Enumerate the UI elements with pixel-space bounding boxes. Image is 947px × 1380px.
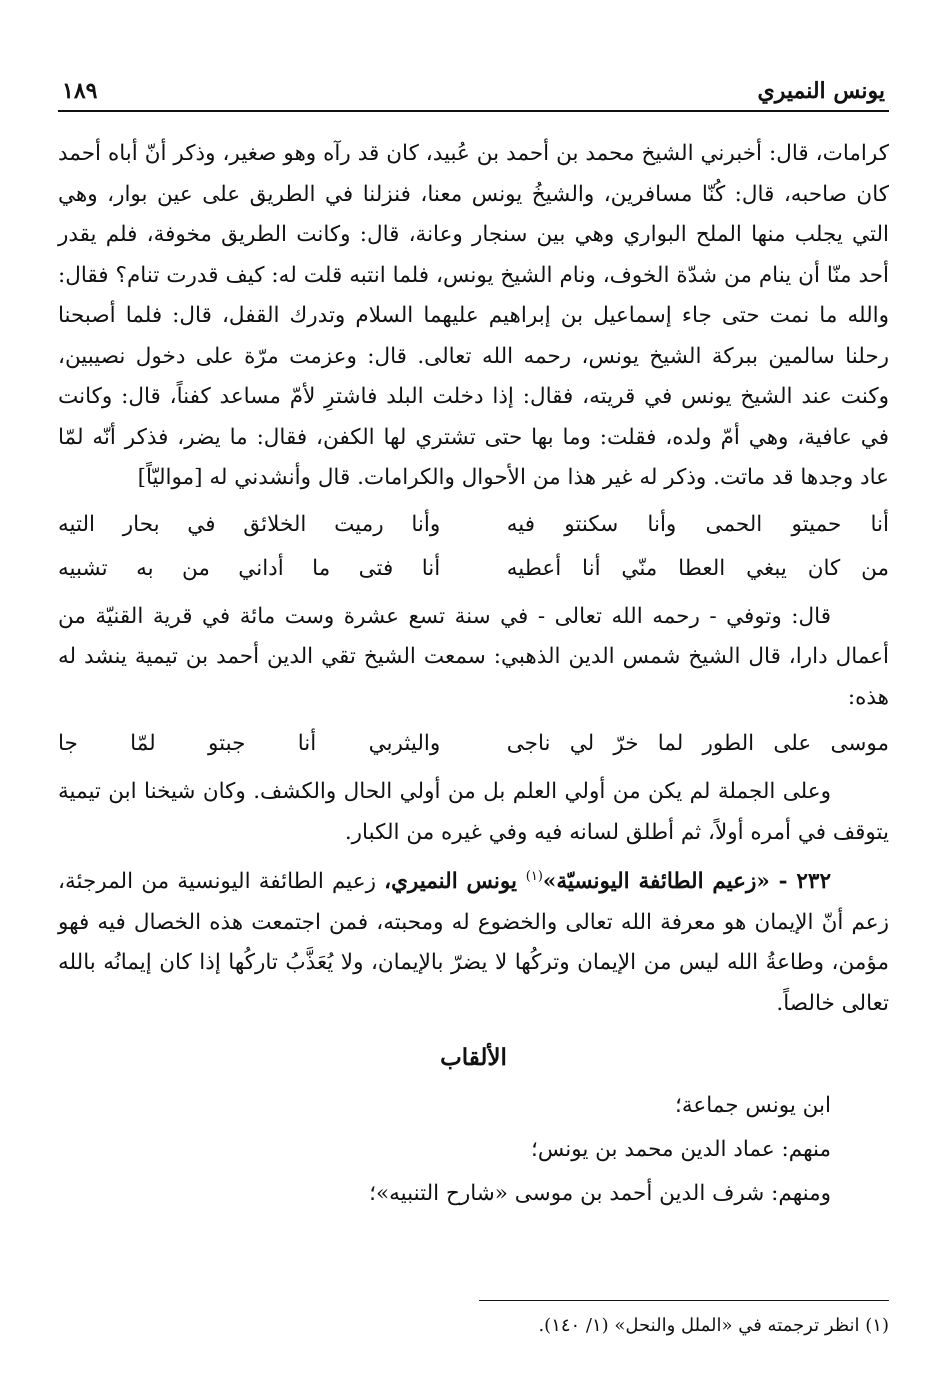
section-title: الألقاب [440, 1044, 507, 1072]
verse-line [58, 503, 889, 547]
main-text [58, 134, 889, 1216]
page-number: ١٨٩ [62, 78, 98, 104]
entry-text: زعيم الطائفة اليونسية من المرجئة، زعم أنّ الإيمان هو معرفة الله تعالى والخضوع له ومحبته، فمن اجتمعت هذه الخصال فيه فهو مؤمن، وطاعةُ الله ليس من الإيمان وتركُها لا يضرّ بالإيمان، ولا يُعَذَّبُ تاركُها إذا كان إيمانُه بالله تعالى خالصاً. [58, 869, 889, 1016]
verse-first-hemistich: أنا حميتو الحمى وأنا سكنتو فيه [506, 511, 889, 537]
verse-first-hemistich: من كان يبغي العطا منّي أنا أعطيه [506, 555, 889, 581]
verse-line [58, 547, 889, 591]
verse-block-1 [58, 503, 889, 591]
footnote-divider [479, 1300, 889, 1301]
footnote-marker: (١) [525, 869, 543, 884]
verse-second-hemistich: وأنا رميت الخلائق في بحار التيه [58, 511, 441, 537]
list-item: ابن يونس جماعة؛ [675, 1093, 831, 1119]
verse-second-hemistich: أنا فتى ما أداني من به تشبيه [58, 555, 441, 581]
list-item: ومنهم: شرف الدين أحمد بن موسى «شارح التنبيه»؛ [369, 1181, 831, 1207]
entry-name: يونس النميري، [384, 869, 526, 895]
entry-232 [58, 857, 889, 1024]
verse-block-2 [58, 722, 889, 766]
paragraph-1: كرامات، قال: أخبرني الشيخ محمد بن أحمد بن عُبيد، كان قد رآه وهو صغير، وذكر أنّ أباه أحمد كان صاحبه، قال: كُنّا مسافرين، والشيخُ يونس معنا، فنزلنا في الطريق على عين بوار، وهي التي يجلب منها الملح البواري وهي بين سنجار وعانة، قال: وكانت الطريق مخوفة، فلم يقدر أحد منّا أن ينام من شدّة الخوف، ونام الشيخ يونس، فلما انتبه قلت له: كيف قدرت تنام؟ فقال: والله ما نمت حتى جاء إسماعيل بن إبراهيم عليهما السلام وتدرك القفل، قال: فلما أصبحنا رحلنا سالمين ببركة الشيخ يونس، رحمه الله تعالى. قال: وعزمت مرّة على دخول نصيبين، وكنت عند الشيخ يونس في قريته، فقال: إذا دخلت البلد فاشترِ لأمّ مساعد كفناً، قال: وكانت في عافية، وهي أمّ ولده، فقلت: وما بها حتى تشتري لها الكفن، فقال: ما يضر، فذكر أنّه لمّا عاد وجدها قد ماتت. وذكر له غير هذا من الأحوال والكرامات. قال وأنشدني له [مواليّاً] [58, 141, 889, 490]
running-header [58, 78, 889, 112]
paragraph-2: قال: وتوفي - رحمه الله تعالى - في سنة تسع عشرة وست مائة في قرية القنيّة من أعمال دارا، قال الشيخ شمس الدين الذهبي: سمعت الشيخ تقي الدين أحمد بن تيمية ينشد له هذه: [58, 603, 889, 710]
verse-line [58, 722, 889, 766]
running-title: يونس النميري [757, 78, 885, 104]
footnote: (١) انظر ترجمته في «الملل والنحل» (١/ ١٤٠). [538, 1315, 889, 1336]
paragraph-3: وعلى الجملة لم يكن من أولي العلم بل من أولي الحال والكشف. وكان شيخنا ابن تيمية يتوقف في أمره أولاً، ثم أطلق لسانه فيه وفي غيره من الكبار. [58, 779, 889, 845]
verse-first-hemistich: موسى على الطور لما خرّ لي ناجى [506, 731, 889, 756]
entry-heading: ٢٣٢ - «زعيم الطائفة اليونسيّة» [542, 869, 831, 895]
list-item: منهم: عماد الدين محمد بن يونس؛ [531, 1137, 831, 1163]
verse-second-hemistich: واليثربي أنا جبتو لمّا جا [58, 731, 441, 756]
